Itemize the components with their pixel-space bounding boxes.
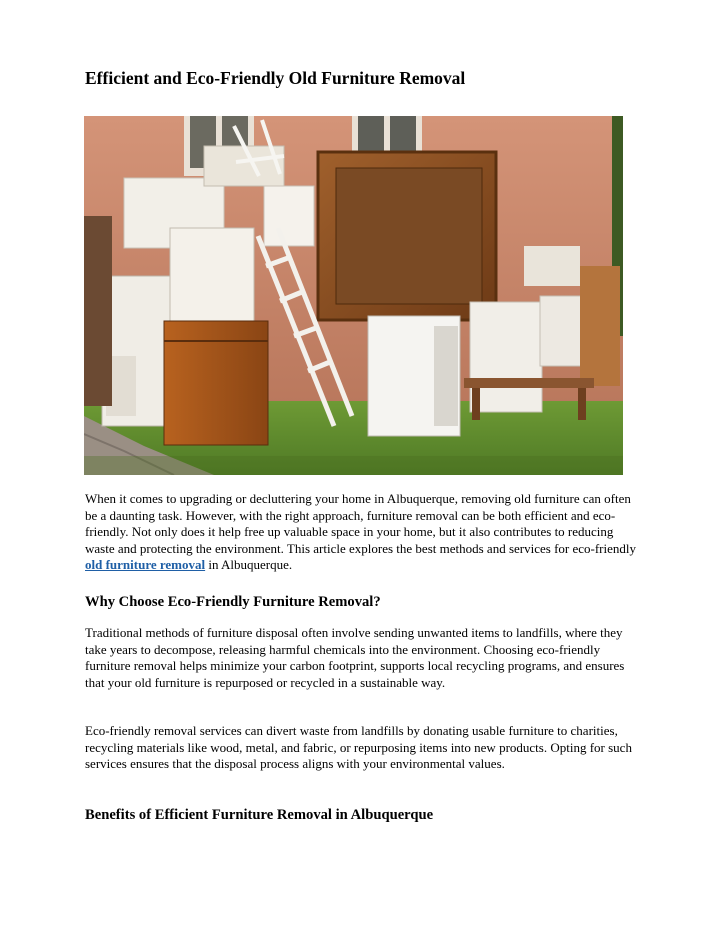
intro-paragraph xyxy=(85,491,637,574)
why-paragraph-2: Eco-friendly removal services can divert waste from landfills by donating usable furniture to charities, recycling materials like wood, metal, and fabric, or repurposing items into new products. Opting for such services ensures that the disposal process aligns with your environmental values. xyxy=(85,723,632,772)
section-heading-why: Why Choose Eco-Friendly Furniture Removal? xyxy=(85,594,381,610)
intro-text-end: in Albuquerque. xyxy=(205,557,293,573)
section-heading-benefits: Benefits of Efficient Furniture Removal in Albuquerque xyxy=(85,807,434,823)
intro-text: When it comes to upgrading or decluttering your home in Albuquerque, removing old furniture can often be a daunting task. However, with the right approach, furniture removal can be both efficient and eco-friendly. Not only does it help free up valuable space in your home, but it also contributes to reducing waste and protecting the environment. This article explores the best methods and services for eco-friendly xyxy=(85,491,636,556)
why-paragraph-1: Traditional methods of furniture disposal often involve sending unwanted items to landfills, where they take years to decompose, releasing harmful chemicals into the environment. Choosing eco-friendly furniture removal helps minimize your carbon footprint, supports local recycling programs, and ensures that your old furniture is repurposed or recycled in a sustainable way. xyxy=(85,625,625,690)
page-title: Efficient and Eco-Friendly Old Furniture Removal xyxy=(85,68,466,88)
old-furniture-removal-link[interactable]: old furniture removal xyxy=(85,557,206,573)
furniture-pile-photo xyxy=(84,116,623,475)
